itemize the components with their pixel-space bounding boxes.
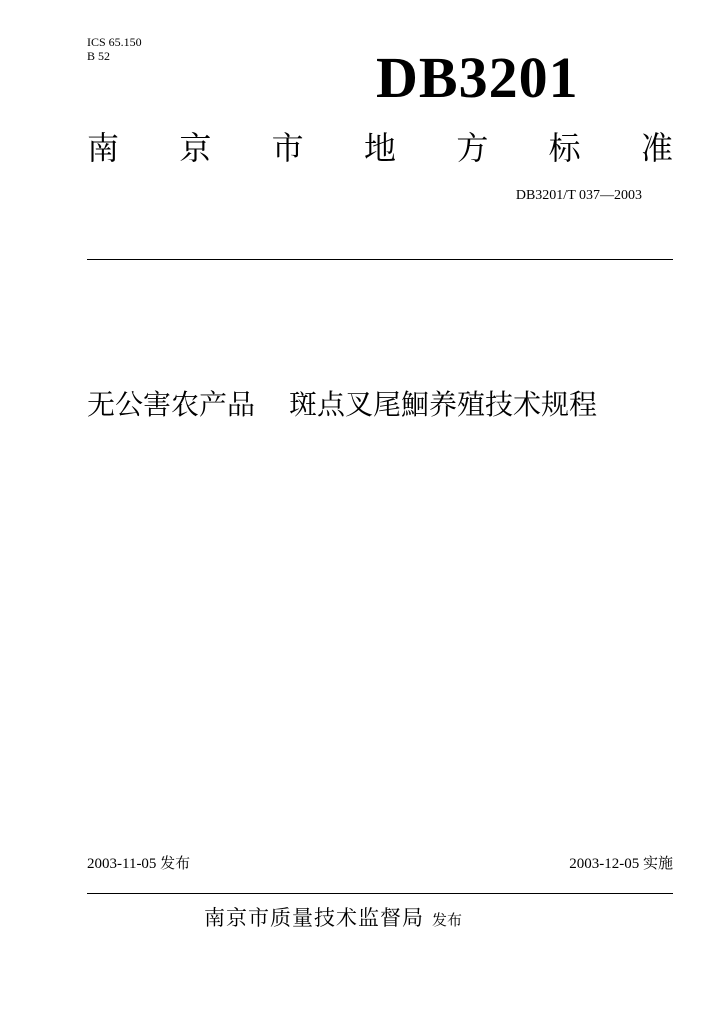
standard-type-char: 南: [87, 129, 120, 167]
implementation-date: 2003-12-05 实施: [569, 856, 673, 872]
document-title: [87, 385, 597, 425]
standard-type-char: 市: [271, 129, 304, 167]
issue-date: 2003-11-05 发布: [87, 856, 191, 872]
top-divider: [87, 259, 673, 260]
standard-code: DB3201: [376, 45, 579, 110]
standard-type-char: 方: [456, 129, 489, 167]
issuer-line: [204, 903, 462, 935]
classification-block: [87, 35, 142, 63]
standard-type-char: 准: [640, 129, 673, 167]
standard-type-char: 京: [179, 129, 212, 167]
ccs-code: B 52: [87, 49, 111, 63]
issuer-action: 发布: [432, 911, 463, 929]
ics-code: ICS 65.150: [87, 35, 142, 49]
title-part-2: 斑点叉尾鮰养殖技术规程: [289, 388, 598, 421]
standard-number: DB3201/T 037—2003: [515, 188, 642, 203]
issuer-organization: 南京市质量技术监督局: [204, 906, 424, 930]
standard-type-char: 标: [548, 129, 581, 167]
standard-type-char: 地: [363, 129, 396, 167]
standard-type: [87, 128, 673, 168]
title-part-1: 无公害农产品: [87, 388, 256, 421]
bottom-divider: [87, 893, 673, 894]
